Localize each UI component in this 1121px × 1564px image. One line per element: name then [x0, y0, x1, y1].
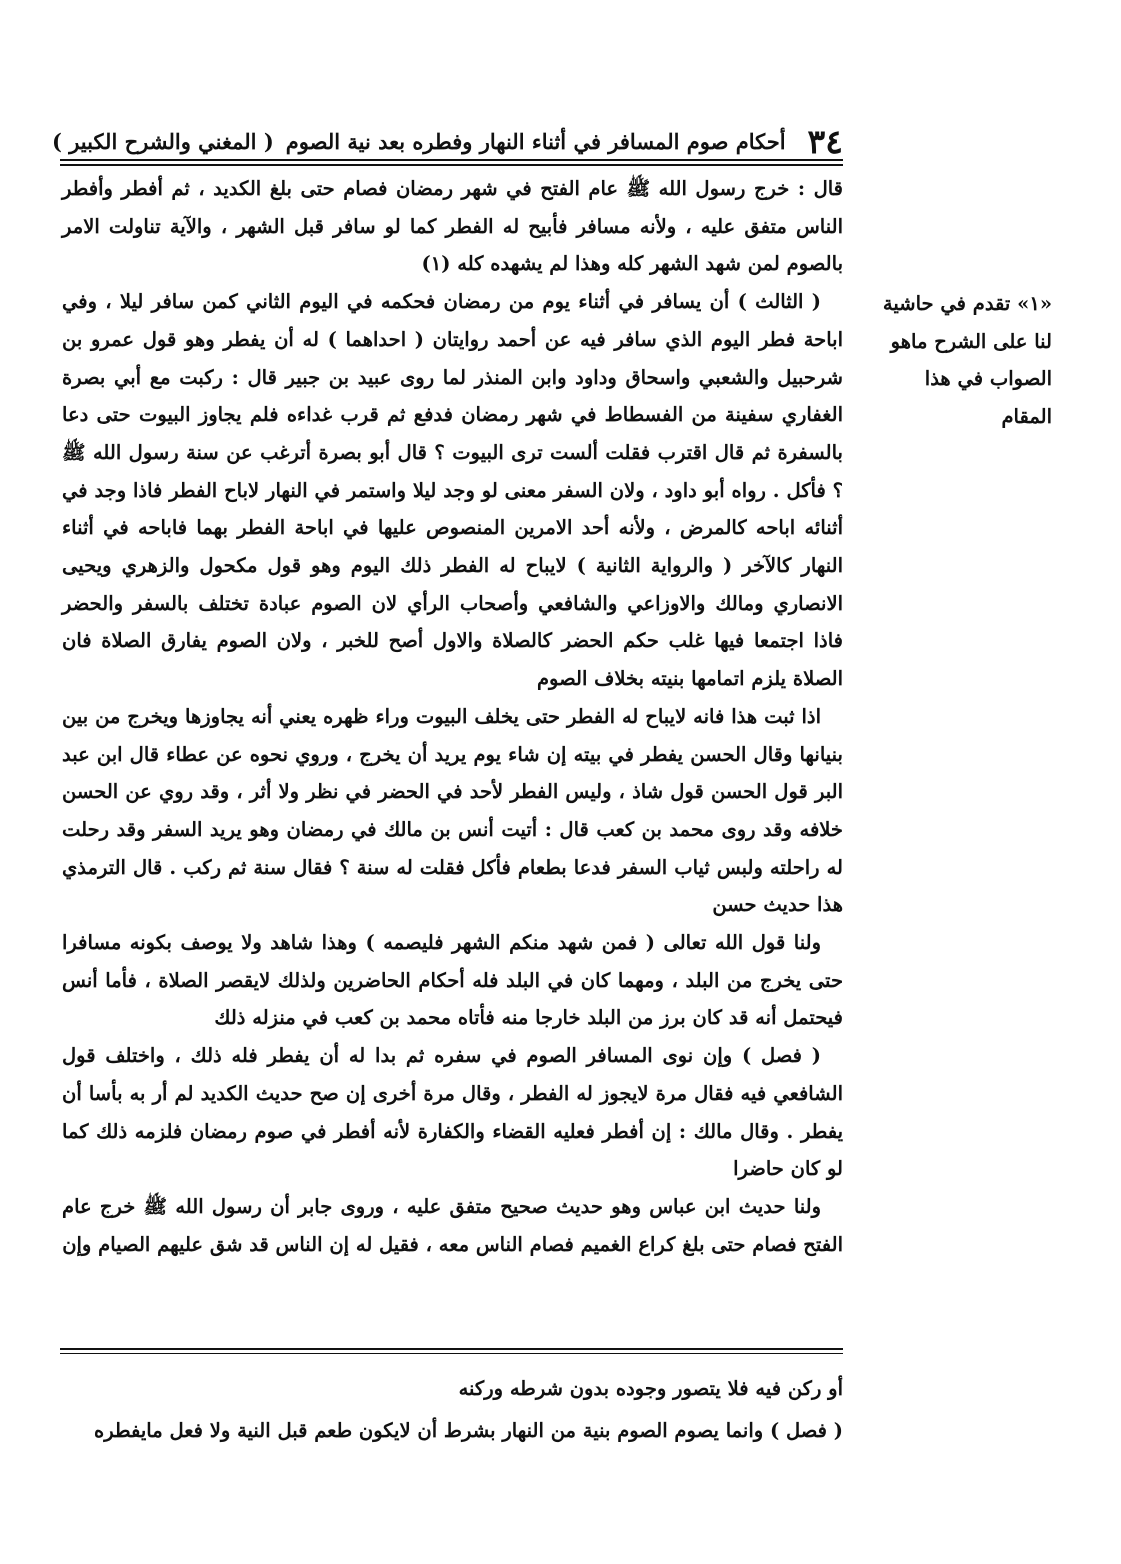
- header-rule-thick: [60, 159, 843, 161]
- lower-commentary: [62, 1368, 843, 1452]
- main-text: [62, 170, 843, 1263]
- page-title: أحكام صوم المسافر في أثناء النهار وفطره بعد نية الصوم: [285, 128, 786, 154]
- book-title: ( المغني والشرح الكبير ): [51, 128, 274, 154]
- paragraph-1: قال : خرج رسول الله ﷺ عام الفتح في شهر رمضان فصام حتى بلغ الكديد ، ثم أفطر وأفطر الناس متفق عليه ، ولأنه مسافر فأبيح له الفطر كما لو سافر قبل الشهر ، والآية تناولت الامر بالصوم لمن شهد الشهر كله وهذا لم يشهده كله (١): [62, 177, 843, 276]
- paragraph-4: ولنا قول الله تعالى ( فمن شهد منكم الشهر فليصمه ) وهذا شاهد ولا يوصف بكونه مسافرا حتى يخرج من البلد ، ومهما كان في البلد فله أحكام الحاضرين ولذلك لايقصر الصلاة ، فأما أنس فيحتمل أنه قد كان برز من البلد خارجا منه فأتاه محمد بن كعب في منزله ذلك: [62, 931, 843, 1030]
- paragraph-3: اذا ثبت هذا فانه لايباح له الفطر حتى يخلف البيوت وراء ظهره يعني أنه يجاوزها ويخرج من بين بنيانها وقال الحسن يفطر في بيته إن شاء يوم يريد أن يخرج ، وروي نحوه عن عطاء قال ابن عبد البر قول الحسن قول شاذ ، وليس الفطر لأحد في الحضر في نظر ولا أثر ، وقد روي عن الحسن خلافه وقد روى محمد بن كعب قال : أتيت أنس بن مالك في رمضان وهو يريد السفر وقد رحلت له راحلته ولبس ثياب السفر فدعا بطعام فأكل فقلت له سنة ؟ فقال سنة ثم ركب . قال الترمذي هذا حديث حسن: [62, 704, 843, 917]
- footer-line-1: أو ركن فيه فلا يتصور وجوده بدون شرطه وركنه: [458, 1377, 843, 1400]
- paragraph-2: ( الثالث ) أن يسافر في أثناء يوم من رمضان فحكمه في اليوم الثاني كمن سافر ليلا ، وفي اباحة فطر اليوم الذي سافر فيه عن أحمد روايتان ( احداهما ) له أن يفطر وهو قول عمرو بن شرحبيل والشعبي واسحاق وداود وابن المنذر لما روى عبيد بن جبير قال : ركبت مع أبي بصرة الغفاري سفينة من الفسطاط في شهر رمضان فدفع ثم قرب غداءه فلم يجاوز البيوت حتى دعا بالسفرة ثم قال اقترب فقلت ألست ترى البيوت ؟ قال أبو بصرة أترغب عن سنة رسول الله ﷺ ؟ فأكل . رواه أبو داود ، ولان السفر معنى لو وجد ليلا واستمر في النهار لاباح الفطر فاذا وجد في أثنائه اباحه كالمرض ، ولأنه أحد الامرين المنصوص عليها في اباحة الفطر بهما فاباحه في أثناء النهار كالآخر ( والرواية الثانية ) لايباح له الفطر ذلك اليوم وهو قول مكحول والزهري ويحيى الانصاري ومالك والاوزاعي والشافعي وأصحاب الرأي لان الصوم عبادة تختلف بالسفر والحضر فاذا اجتمعا فيها غلب حكم الحضر كالصلاة والاول أصح للخبر ، ولان الصوم يفارق الصلاة فان الصلاة يلزم اتمامها بنيته بخلاف الصوم: [62, 290, 843, 691]
- paragraph-5: ( فصل ) وإن نوى المسافر الصوم في سفره ثم بدا له أن يفطر فله ذلك ، واختلف قول الشافعي فيه فقال مرة لايجوز له الفطر ، وقال مرة أخرى إن صح حديث الكديد لم أر به بأسا أن يفطر . وقال مالك : إن أفطر فعليه القضاء والكفارة لأنه أفطر في صوم رمضان فلزمه ذلك كما لو كان حاضرا: [62, 1044, 843, 1181]
- margin-footnote: «١» تقدم في حاشية لنا على الشرح ماهو الصواب في هذا المقام: [882, 292, 1052, 428]
- paragraph-6: ولنا حديث ابن عباس وهو حديث صحيح متفق عليه ، وروى جابر أن رسول الله ﷺ خرج عام الفتح فصام حتى بلغ كراع الغميم فصام الناس معه ، فقيل له إن الناس قد شق عليهم الصيام وإن: [62, 1194, 843, 1256]
- footer-line-2: ( فصل ) وانما يصوم الصوم بنية من النهار بشرط أن لايكون طعم قبل النية ولا فعل مايفطره: [94, 1419, 843, 1442]
- running-header: [51, 118, 843, 164]
- page-number: ٣٤: [807, 121, 843, 161]
- footer-rule-thin: [60, 1353, 843, 1354]
- footer-rule-thick: [60, 1348, 843, 1350]
- header-rule-thin: [60, 164, 843, 166]
